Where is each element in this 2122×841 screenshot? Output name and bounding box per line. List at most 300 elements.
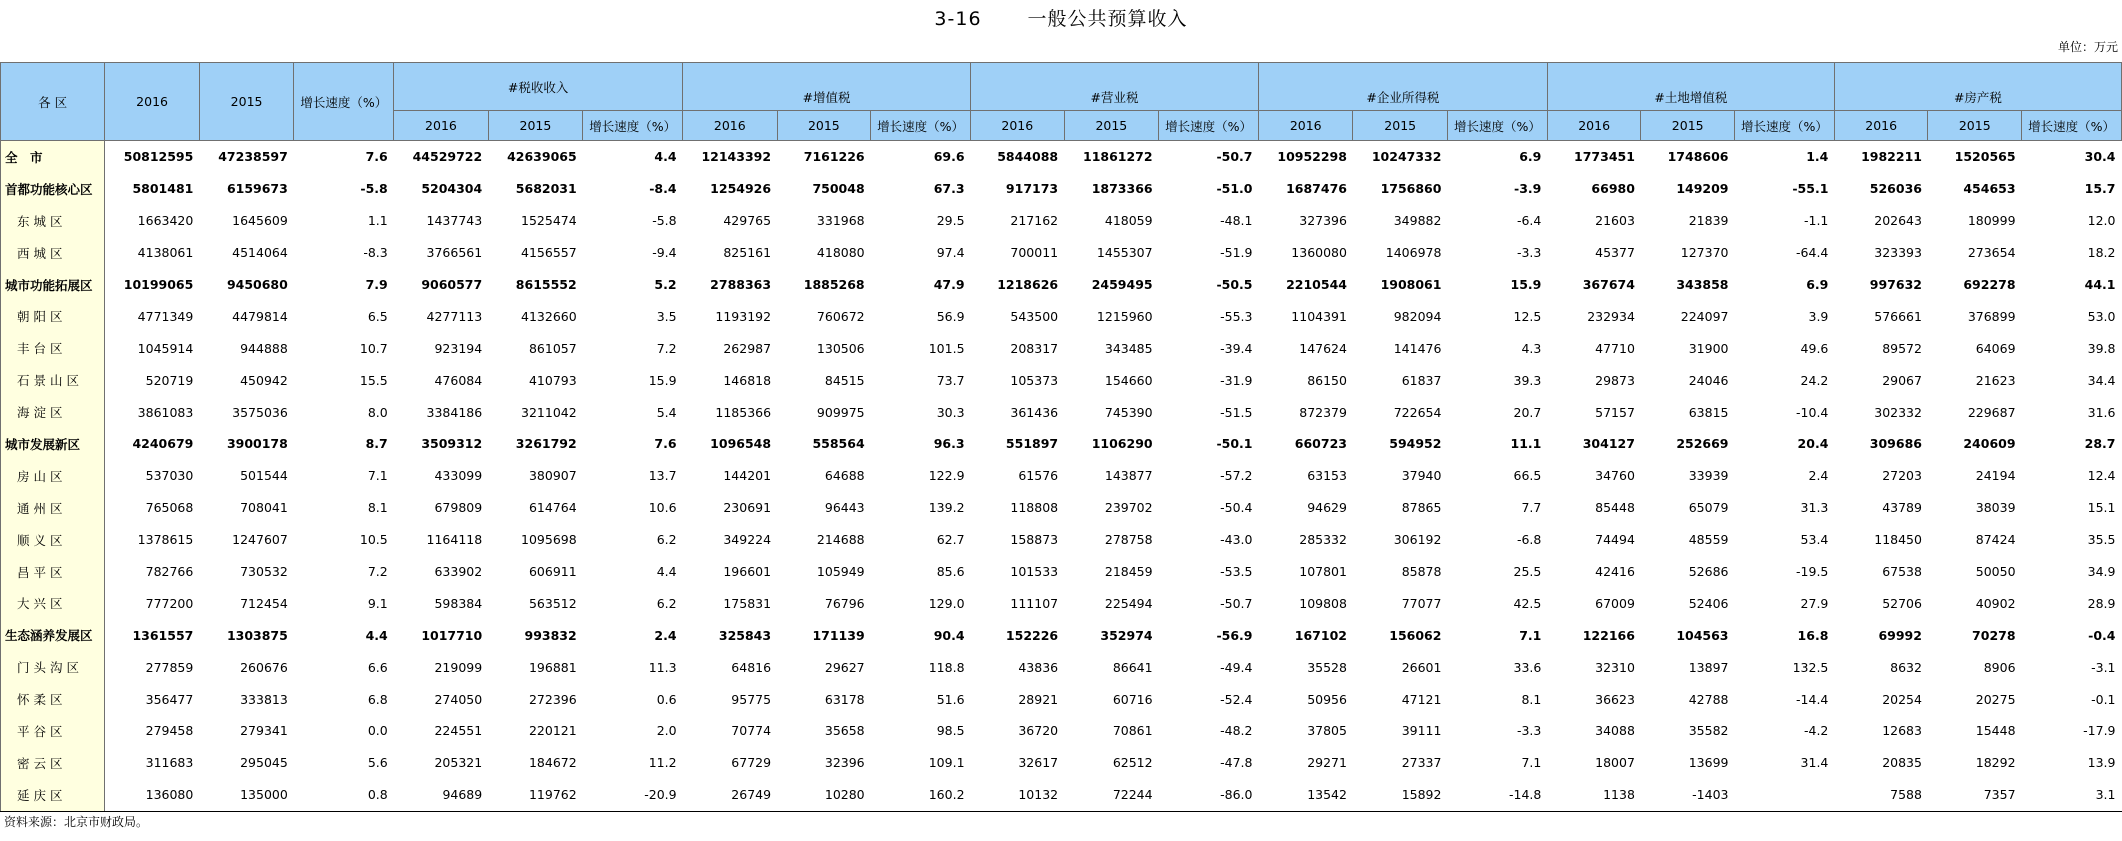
table-cell: 16.8 [1797,627,1829,643]
table-cell: 3766561 [426,245,483,261]
table-cell: 252669 [1676,436,1729,452]
table-cell: 917173 [1005,181,1059,197]
table-cell: -43.0 [1220,532,1253,548]
table-cell: -48.2 [1220,723,1253,739]
sub-header-2015: 2015 [777,111,871,141]
district-name: 顺义区 [1,524,105,556]
district-name: 昌平区 [1,556,105,588]
table-cell: 614764 [528,500,577,516]
table-cell: 44529722 [394,141,488,173]
table-cell: 127370 [1680,245,1729,261]
table-cell: 29873 [1595,372,1635,388]
table-cell: -51.9 [1220,245,1253,261]
table-cell: 7.1 [367,468,388,484]
table-cell: -3.9 [1514,181,1542,197]
table-cell: 526036 [1869,181,1922,197]
table-cell: 1045914 [137,340,194,356]
table-cell: 306192 [1393,532,1442,548]
table-cell: 10.5 [359,532,388,548]
table-cell: 37805 [1307,723,1347,739]
table-cell: 31.4 [1800,755,1829,771]
table-cell: 262987 [723,340,772,356]
table-cell: 1218626 [997,277,1059,292]
table-cell: 158873 [1010,532,1059,548]
table-cell: 67009 [1595,595,1635,611]
table-cell: 143877 [1104,468,1153,484]
table-cell: 520719 [145,372,194,388]
sub-header-2015: 2015 [1353,111,1447,141]
sub-header-growth: 增长速度（%） [1735,111,1835,141]
table-cell: 909975 [816,404,865,420]
table-cell: 923194 [434,340,483,356]
table-cell: 8.1 [367,500,388,516]
table-cell: 32396 [824,755,865,771]
table-cell: 1773451 [1547,141,1641,173]
table-cell: 745390 [1104,404,1153,420]
table-cell: 4771349 [137,308,194,324]
table-cell: 8.0 [367,404,388,420]
table-cell: 38039 [1975,500,2016,516]
table-cell: 43836 [1018,659,1059,675]
table-cell: 343485 [1104,340,1153,356]
table-cell: 273654 [1967,245,2016,261]
table-cell: 7.7 [1521,500,1542,516]
table-cell: -3.1 [2091,659,2116,675]
table-cell: 34760 [1595,468,1635,484]
table-cell: 50050 [1975,564,2016,580]
table-cell: 63153 [1307,468,1347,484]
table-cell: 43789 [1882,500,1922,516]
table-row [1,683,2122,715]
table-cell: 331968 [816,213,865,229]
group-header-land-tax: #土地增值税 [1547,63,1834,111]
table-cell: 62512 [1112,755,1153,771]
district-name: 生态涵养发展区 [1,619,105,651]
group-header-property-tax: #房产税 [1834,63,2121,111]
table-cell: 24046 [1688,372,1729,388]
table-cell: 86150 [1307,372,1347,388]
table-cell: 5844088 [971,141,1065,173]
table-cell: 56.9 [936,308,965,324]
table-row [1,141,2122,173]
table-cell: -53.5 [1220,564,1253,580]
table-cell: 24.2 [1800,372,1829,388]
sub-header-2016: 2016 [1258,111,1352,141]
table-cell: 5.6 [367,755,388,771]
table-cell: 1756860 [1380,181,1442,197]
table-cell: 15448 [1975,723,2016,739]
table-cell: 34088 [1595,723,1635,739]
table-cell: 418080 [816,245,865,261]
table-cell: 4.4 [583,141,683,173]
table-cell: 139.2 [928,500,965,516]
table-cell: -6.4 [1516,213,1542,229]
table-cell: 147624 [1299,340,1347,356]
table-cell: 349224 [723,532,772,548]
table-cell: 1254926 [710,181,772,197]
table-cell: 660723 [1294,436,1347,452]
table-cell: 3261792 [515,436,577,452]
table-cell: 149209 [1676,181,1729,197]
table-cell: 32617 [1018,755,1059,771]
table-cell: 24194 [1975,468,2016,484]
district-name: 密云区 [1,747,105,779]
table-cell: 543500 [1010,308,1059,324]
table-cell: 86641 [1112,659,1153,675]
district-name: 全 市 [1,141,105,173]
table-cell: 69992 [1878,627,1922,643]
table-cell: 1215960 [1096,308,1153,324]
table-cell: 6.8 [367,691,388,707]
table-cell: 47121 [1401,691,1442,707]
table-cell: -50.5 [1216,277,1253,292]
table-cell: 28.7 [2084,436,2116,452]
table-cell: 15.7 [2084,181,2116,197]
sub-header-2016: 2016 [971,111,1065,141]
table-cell: 45377 [1595,245,1635,261]
table-cell: 679809 [434,500,483,516]
table-cell: 260676 [240,659,288,675]
table-cell: 67729 [731,755,772,771]
table-cell: 39.3 [1513,372,1542,388]
table-cell: 274050 [434,691,483,707]
table-cell: 6.9 [1447,141,1547,173]
table-cell: 7.9 [365,277,388,292]
table-cell: 61837 [1401,372,1442,388]
total-growth-header: 增长速度（%） [294,63,394,141]
table-row [1,460,2122,492]
total-2015-header: 2015 [199,63,293,141]
table-cell: 154660 [1104,372,1153,388]
sub-header-2015: 2015 [488,111,582,141]
table-cell: -50.1 [1216,436,1253,452]
table-cell: 50956 [1307,691,1347,707]
district-name: 朝阳区 [1,300,105,332]
table-cell: -5.8 [652,213,677,229]
table-cell: 94629 [1307,500,1347,516]
table-cell: 40902 [1975,595,2016,611]
table-cell: -5.8 [360,181,388,197]
table-cell: 1247607 [232,532,288,548]
table-cell: 94689 [394,779,488,811]
table-cell: 295045 [240,755,288,771]
unit-label: 单位：万元 [2057,40,2118,54]
table-cell: 70278 [1972,627,2016,643]
table-cell: 229687 [1967,404,2016,420]
table-cell: 217162 [1010,213,1059,229]
table-cell: 1885268 [803,277,865,292]
table-cell: 861057 [528,340,577,356]
table-cell: 944888 [240,340,288,356]
table-row [1,492,2122,524]
table-cell: 1406978 [1385,245,1442,261]
table-cell: 279341 [240,723,288,739]
table-cell: 0.0 [367,723,388,739]
table-cell: 13.9 [2087,755,2116,771]
sub-header-growth: 增长速度（%） [583,111,683,141]
district-name: 东城区 [1,205,105,237]
table-cell: 30.4 [2022,141,2122,173]
table-cell: 18292 [1975,755,2016,771]
table-cell: 4240679 [132,436,194,452]
table-cell: 42639065 [488,141,582,173]
table-cell: 25.5 [1513,564,1542,580]
table-cell: 64069 [1975,340,2016,356]
table-cell: 87865 [1401,500,1442,516]
table-cell: 2459495 [1091,277,1153,292]
table-cell: 33939 [1688,468,1729,484]
table-cell: 12.5 [1513,308,1542,324]
table-cell: 63815 [1688,404,1729,420]
table-cell: 33.6 [1513,659,1542,675]
table-cell: 180999 [1967,213,2016,229]
table-cell: 576661 [1874,308,1922,324]
table-cell: 349882 [1393,213,1442,229]
table-cell: -86.0 [1159,779,1259,811]
table-cell: 10.6 [648,500,677,516]
table-title [0,4,2122,31]
table-cell: 85.6 [936,564,965,580]
table-cell: 34.4 [2087,372,2116,388]
table-cell: 47238597 [199,141,293,173]
table-cell: 8632 [1890,659,1922,675]
table-cell: 220121 [528,723,577,739]
table-cell: 101.5 [928,340,965,356]
table-cell: 36623 [1595,691,1635,707]
table-cell: 5.2 [654,277,677,292]
table-cell: 5.4 [656,404,677,420]
table-cell: 30.3 [936,404,965,420]
table-cell: 52686 [1688,564,1729,580]
table-cell: 712454 [240,595,288,611]
table-cell: -64.4 [1796,245,1829,261]
table-cell: 135000 [199,779,293,811]
table-cell: -4.2 [1804,723,1829,739]
table-cell: -0.1 [2091,691,2116,707]
table-cell: -14.4 [1796,691,1829,707]
table-cell: 225494 [1104,595,1153,611]
table-cell: 327396 [1299,213,1347,229]
table-cell: 67538 [1882,564,1922,580]
table-cell: 10132 [971,779,1065,811]
table-cell: 224551 [434,723,483,739]
table-cell: 89572 [1882,340,1922,356]
table-cell: 104563 [1676,627,1729,643]
table-cell: 4479814 [232,308,288,324]
table-cell: 10280 [777,779,871,811]
table-cell: 1017710 [421,627,483,643]
table-cell: 418059 [1104,213,1153,229]
district-name: 房山区 [1,460,105,492]
table-cell: 202643 [1874,213,1922,229]
table-cell: 52706 [1882,595,1922,611]
district-name: 大兴区 [1,587,105,619]
table-cell: 1303875 [226,627,288,643]
table-cell: 15.9 [1510,277,1542,292]
district-name: 城市发展新区 [1,428,105,460]
table-cell: 63178 [824,691,865,707]
table-cell: -47.8 [1220,755,1253,771]
table-cell: 1.1 [367,213,388,229]
table-cell: 64688 [824,468,865,484]
table-cell: 9450680 [226,277,288,292]
district-header: 各 区 [1,63,105,141]
table-cell: -9.4 [652,245,677,261]
table-cell: 53.0 [2087,308,2116,324]
table-cell: 60716 [1112,691,1153,707]
table-cell: 87424 [1975,532,2016,548]
table-cell: 44.1 [2084,277,2116,292]
table-cell: 219099 [434,659,483,675]
table-cell: 606911 [528,564,577,580]
table-cell: 122166 [1582,627,1635,643]
table-row [1,205,2122,237]
table-cell: 77077 [1401,595,1442,611]
table-title-text: 一般公共预算收入 [1027,8,1188,30]
table-cell: 4138061 [137,245,194,261]
table-cell: 278758 [1104,532,1153,548]
table-cell: 4.4 [656,564,677,580]
table-cell: 5204304 [421,181,483,197]
table-cell: 872379 [1299,404,1347,420]
table-row [1,556,2122,588]
table-cell: 598384 [434,595,483,611]
table-cell: 39.8 [2087,340,2116,356]
table-cell: 1185366 [715,404,772,420]
table-cell: 26601 [1401,659,1442,675]
table-cell: 450942 [240,372,288,388]
table-cell: 239702 [1104,500,1153,516]
table-cell: 12143392 [683,141,777,173]
table-cell: 7.6 [294,141,394,173]
table-row [1,332,2122,364]
table-cell: 28921 [1018,691,1059,707]
table-cell: 1106290 [1091,436,1153,452]
sub-header-growth: 增长速度（%） [1159,111,1259,141]
district-name: 西城区 [1,237,105,269]
table-cell: 31900 [1688,340,1729,356]
table-cell: 18.2 [2087,245,2116,261]
table-cell: 62.7 [936,532,965,548]
table-cell: 74494 [1595,532,1635,548]
table-cell: 1.4 [1735,141,1835,173]
table-cell: 35528 [1307,659,1347,675]
table-cell: 7161226 [777,141,871,173]
table-cell: 0.6 [656,691,677,707]
table-cell: 11.1 [1510,436,1542,452]
table-cell: 160.2 [871,779,971,811]
table-cell: 11861272 [1064,141,1158,173]
district-name: 怀柔区 [1,683,105,715]
table-cell: 1096548 [710,436,772,452]
table-cell: 10.7 [359,340,388,356]
table-cell: 27203 [1882,468,1922,484]
table-cell: 356477 [145,691,194,707]
table-cell: 240609 [1963,436,2016,452]
table-cell: 5682031 [515,181,577,197]
table-cell: 64816 [731,659,772,675]
table-cell: 105949 [816,564,865,580]
table-cell: 175831 [723,595,772,611]
table-cell: 7.2 [367,564,388,580]
table-cell: 205321 [434,755,483,771]
table-cell: 3.5 [656,308,677,324]
table-cell: 311683 [145,755,194,771]
group-header-business-tax: #营业税 [971,63,1259,111]
header-row-1 [1,63,2122,111]
table-cell: 36720 [1018,723,1059,739]
table-cell: -49.4 [1220,659,1253,675]
table-cell: 27.9 [1800,595,1829,611]
table-cell: -1.1 [1804,213,1829,229]
table-cell: 7.2 [656,340,677,356]
table-cell: -50.7 [1220,595,1253,611]
table-cell: 20275 [1975,691,2016,707]
table-cell: 633902 [434,564,483,580]
table-cell: 118808 [1010,500,1059,516]
table-cell: 1520565 [1928,141,2022,173]
table-cell: 47.9 [933,277,965,292]
table-cell: 66.5 [1513,468,1542,484]
table-cell: 10952298 [1258,141,1352,173]
table-cell: 4514064 [232,245,288,261]
table-cell: 130506 [816,340,865,356]
table-cell: 196601 [723,564,772,580]
table-cell: 352974 [1100,627,1153,643]
table-cell: 1645609 [232,213,288,229]
table-cell: 156062 [1389,627,1442,643]
table-cell: 8.7 [365,436,388,452]
table-cell: 12.0 [2087,213,2116,229]
table-cell: 333813 [240,691,288,707]
table-cell: 109808 [1299,595,1347,611]
table-row [1,747,2122,779]
table-cell: 35658 [824,723,865,739]
table-cell: 12683 [1882,723,1922,739]
table-cell: 304127 [1582,436,1635,452]
table-cell: 730532 [240,564,288,580]
table-cell: 323393 [1874,245,1922,261]
table-cell: 27337 [1401,755,1442,771]
sub-header-growth: 增长速度（%） [2022,111,2122,141]
table-cell: 61576 [1018,468,1059,484]
table-cell: 29067 [1882,372,1922,388]
table-cell: 39111 [1401,723,1442,739]
table-cell: 29271 [1307,755,1347,771]
table-cell: 277859 [145,659,194,675]
table-cell: -57.2 [1220,468,1253,484]
table-cell: 343858 [1676,277,1729,292]
table-cell: 501544 [240,468,288,484]
table-cell: 85448 [1595,500,1635,516]
source-note: 资料来源：北京市财政局。 [4,815,149,829]
table-cell: -3.3 [1516,723,1542,739]
table-cell: 28.9 [2087,595,2116,611]
table-cell: 10247332 [1353,141,1447,173]
table-cell: 7357 [1928,779,2022,811]
table-cell: 1104391 [1291,308,1347,324]
table-cell: 1361557 [132,627,194,643]
table-row [1,364,2122,396]
table-cell: 97.4 [936,245,965,261]
table-cell: -19.5 [1796,564,1829,580]
table-cell: 433099 [434,468,483,484]
table-cell: 302332 [1874,404,1922,420]
table-cell: 6.5 [367,308,388,324]
table-cell: 1982211 [1834,141,1928,173]
table-cell: 12.4 [2087,468,2116,484]
table-cell: 6.6 [367,659,388,675]
